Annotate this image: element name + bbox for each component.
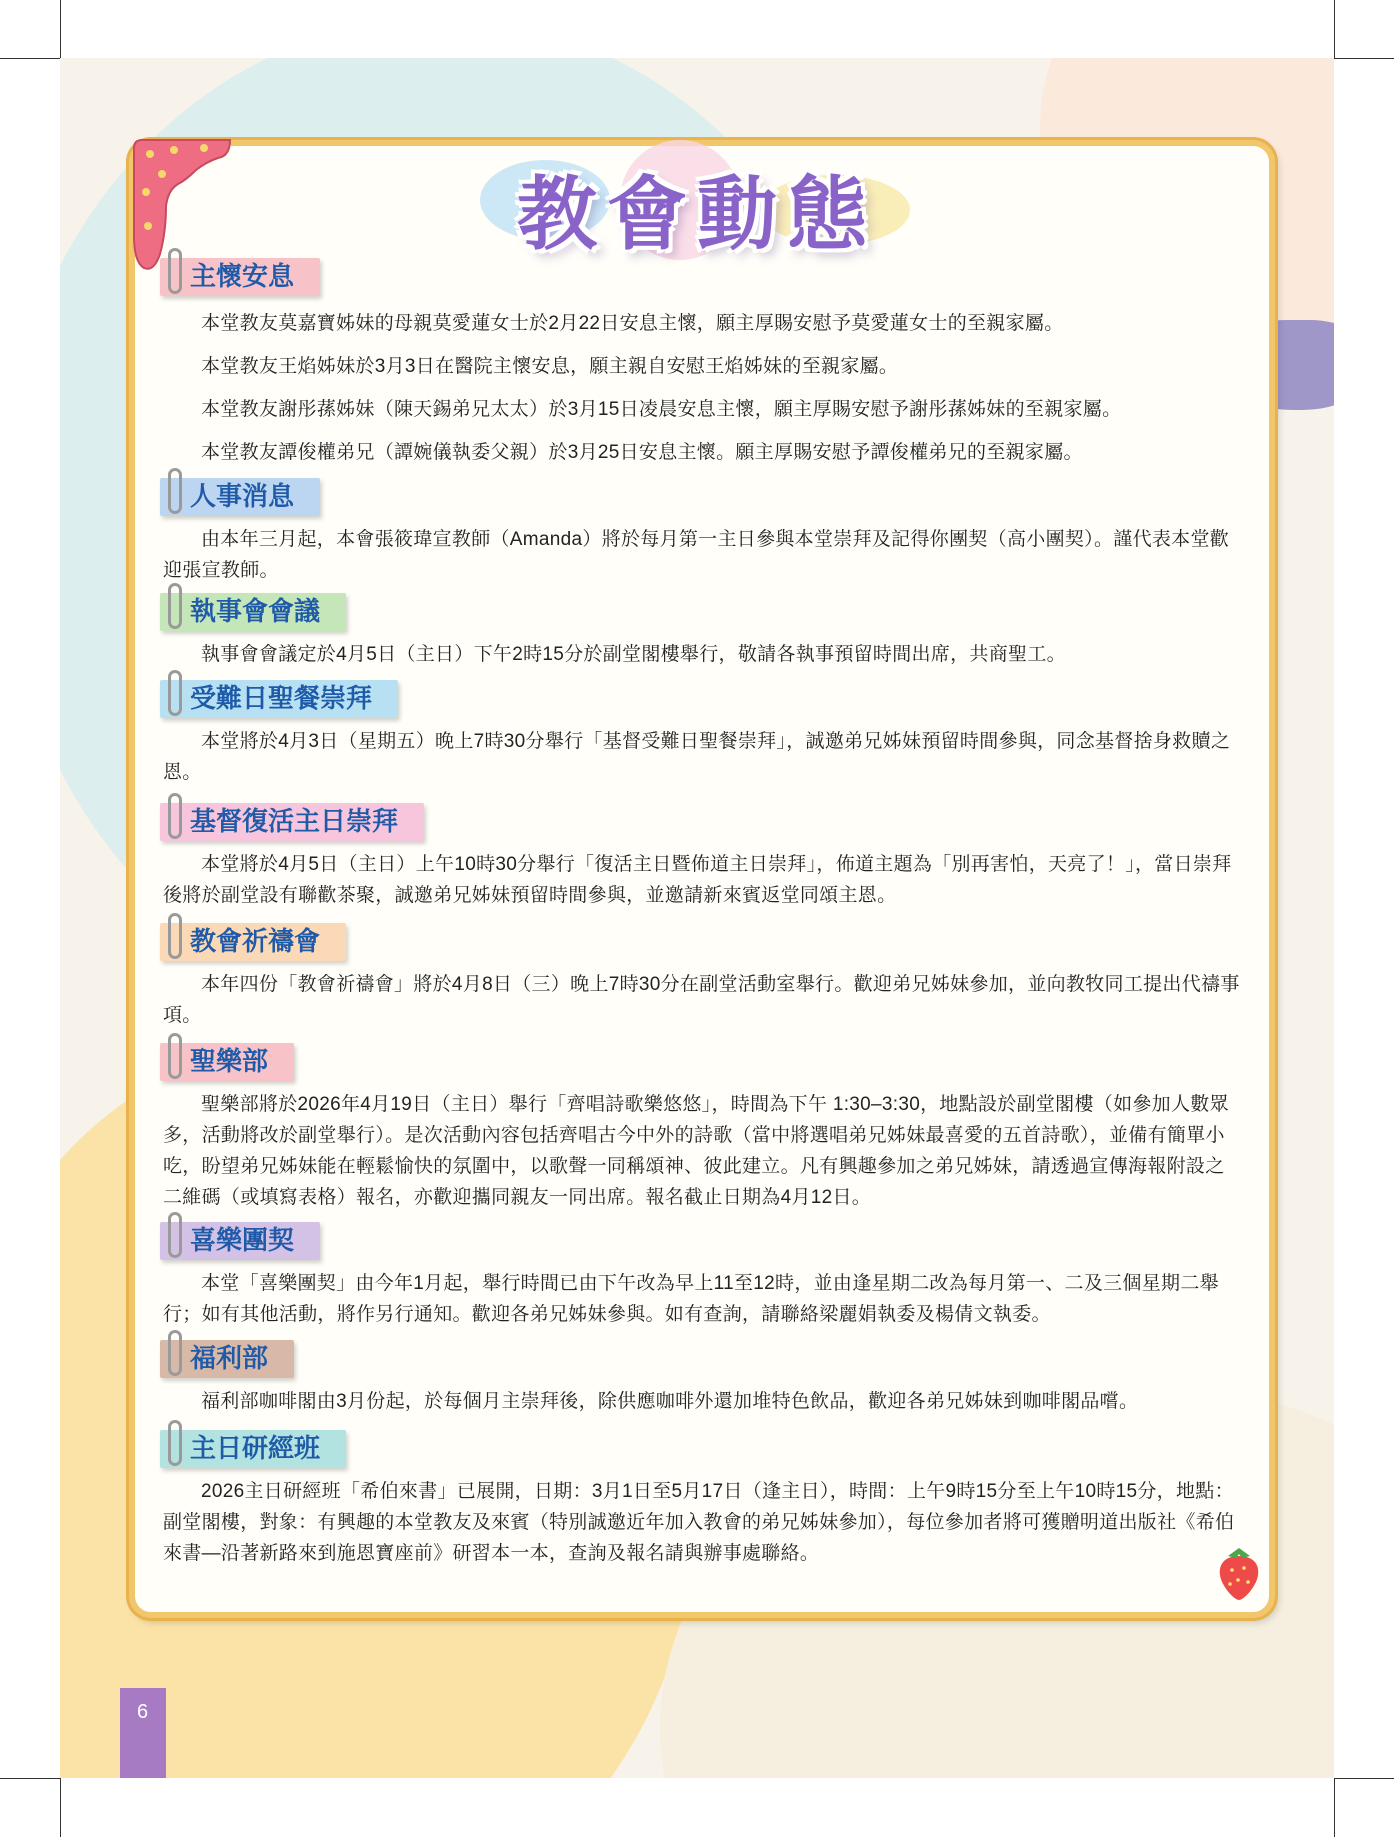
section-heading-label: 聖樂部 — [190, 1047, 269, 1077]
crop-mark — [0, 58, 60, 59]
section-heading — [160, 1043, 294, 1081]
section-heading-label: 喜樂團契 — [190, 1226, 295, 1256]
section-paragraph: 本堂教友謝彤蓀姊妹（陳天錫弟兄太太）於3月15日凌晨安息主懷，願主厚賜安慰予謝彤蓀姊妹的至親家屬。 — [201, 399, 1122, 420]
section-paragraph: 由本年三月起，本會張筱瑋宣教師（Amanda）將於每月第一主日參與本堂崇拜及記得你團契（高小團契）。謹代表本堂歡迎張宣教師。 — [163, 529, 1230, 581]
section-paragraph: 本堂將於4月3日（星期五）晚上7時30分舉行「基督受難日聖餐崇拜」，誠邀弟兄姊妹預留時間參與，同念基督捨身救贖之恩。 — [163, 731, 1231, 783]
news-section — [160, 923, 1240, 1031]
news-section — [160, 593, 1240, 670]
news-section — [160, 1340, 1240, 1417]
crop-mark — [1334, 58, 1394, 59]
crop-mark — [60, 1778, 61, 1837]
news-section — [160, 1222, 1240, 1330]
section-heading-label: 人事消息 — [190, 482, 295, 512]
section-heading — [160, 1430, 346, 1468]
paperclip-icon — [168, 793, 182, 839]
section-heading-label: 受難日聖餐崇拜 — [190, 684, 373, 714]
section-paragraph: 聖樂部將於2026年4月19日（主日）舉行「齊唱詩歌樂悠悠」，時間為下午 1:30–3:30，地點設於副堂閣樓（如參加人數眾多，活動將改於副堂舉行）。是次活動內容包括齊唱古今中外的詩歌（當中將選唱弟兄姊妹最喜愛的五首詩歌），並備有簡單小吃，盼望弟兄姊妹能在輕鬆愉快的氛圍中，以歌聲一同稱頌神、彼此建立。凡有興趣參加之弟兄姊妹，請透過宣傳海報附設之二維碼（或填寫表格）報名，亦歡迎攜同親友一同出席。報名截止日期為4月12日。 — [163, 1094, 1229, 1208]
paperclip-icon — [168, 1033, 182, 1079]
section-heading-label: 主懷安息 — [190, 262, 295, 292]
section-paragraph: 本堂將於4月5日（主日）上午10時30分舉行「復活主日暨佈道主日崇拜」，佈道主題為「別再害怕，天亮了！」，當日崇拜後將於副堂設有聯歡茶聚，誠邀弟兄姊妹預留時間參與，並邀請新來賓返堂同頌主恩。 — [163, 854, 1232, 906]
section-heading-label: 基督復活主日崇拜 — [190, 807, 399, 837]
section-paragraph: 2026主日研經班「希伯來書」已展開，日期：3月1日至5月17日（逢主日），時間：上午9時15分至上午10時15分，地點：副堂閣樓，對象：有興趣的本堂教友及來賓（特別誠邀近年加入教會的弟兄姊妹參加），每位參加者將可獲贈明道出版社《希伯來書—沿著新路來到施恩寶座前》研習本一本，查詢及報名請與辦事處聯絡。 — [163, 1481, 1235, 1564]
page-number: 6 — [137, 1701, 149, 1723]
page-title-wrap — [0, 150, 1394, 265]
news-section — [160, 1430, 1240, 1569]
paperclip-icon — [168, 1420, 182, 1466]
news-section — [160, 803, 1240, 911]
paperclip-icon — [168, 1330, 182, 1376]
section-heading — [160, 680, 398, 718]
section-heading — [160, 258, 320, 296]
section-paragraph: 本堂教友莫嘉寶姊妹的母親莫愛蓮女士於2月22日安息主懷，願主厚賜安慰予莫愛蓮女士的至親家屬。 — [201, 313, 1064, 334]
section-paragraph: 本堂教友譚俊權弟兄（譚婉儀執委父親）於3月25日安息主懷。願主厚賜安慰予譚俊權弟兄的至親家屬。 — [201, 442, 1083, 463]
page-title: 教會動態 — [517, 168, 877, 261]
crop-mark — [1334, 1778, 1394, 1779]
crop-mark — [1334, 1778, 1335, 1837]
paperclip-icon — [168, 1212, 182, 1258]
paperclip-icon — [168, 248, 182, 294]
news-section — [160, 258, 1240, 468]
section-heading — [160, 923, 346, 961]
section-paragraph: 本年四份「教會祈禱會」將於4月8日（三）晚上7時30分在副堂活動室舉行。歡迎弟兄姊妹參加，並向教牧同工提出代禱事項。 — [163, 974, 1240, 1026]
section-heading-label: 教會祈禱會 — [190, 927, 321, 957]
paperclip-icon — [168, 583, 182, 629]
section-heading — [160, 1340, 294, 1378]
section-heading — [160, 478, 320, 516]
crop-mark — [60, 0, 61, 58]
crop-mark — [0, 1778, 60, 1779]
section-heading — [160, 593, 346, 631]
section-heading-label: 執事會會議 — [190, 597, 321, 627]
page-number-tab — [120, 1688, 166, 1778]
section-paragraph: 本堂教友王焰姊妹於3月3日在醫院主懷安息，願主親自安慰王焰姊妹的至親家屬。 — [201, 356, 899, 377]
news-section — [160, 1043, 1240, 1213]
section-heading — [160, 803, 424, 841]
section-heading — [160, 1222, 320, 1260]
section-paragraph: 福利部咖啡閣由3月份起，於每個月主崇拜後，除供應咖啡外還加堆特色飲品，歡迎各弟兄姊妹到咖啡閣品嚐。 — [201, 1391, 1139, 1412]
news-section — [160, 680, 1240, 788]
news-section — [160, 478, 1240, 586]
paperclip-icon — [168, 913, 182, 959]
crop-mark — [1334, 0, 1335, 58]
paperclip-icon — [168, 468, 182, 514]
section-paragraph: 執事會會議定於4月5日（主日）下午2時15分於副堂閣樓舉行，敬請各執事預留時間出席，共商聖工。 — [201, 644, 1066, 665]
strawberry-icon — [1212, 1542, 1266, 1602]
section-paragraph: 本堂「喜樂團契」由今年1月起，舉行時間已由下午改為早上11至12時，並由逢星期二改為每月第一、二及三個星期二舉行；如有其他活動，將作另行通知。歡迎各弟兄姊妹參與。如有查詢，請聯絡梁麗娟執委及楊倩文執委。 — [163, 1273, 1219, 1325]
section-heading-label: 主日研經班 — [190, 1434, 321, 1464]
paperclip-icon — [168, 670, 182, 716]
section-heading-label: 福利部 — [190, 1344, 269, 1374]
